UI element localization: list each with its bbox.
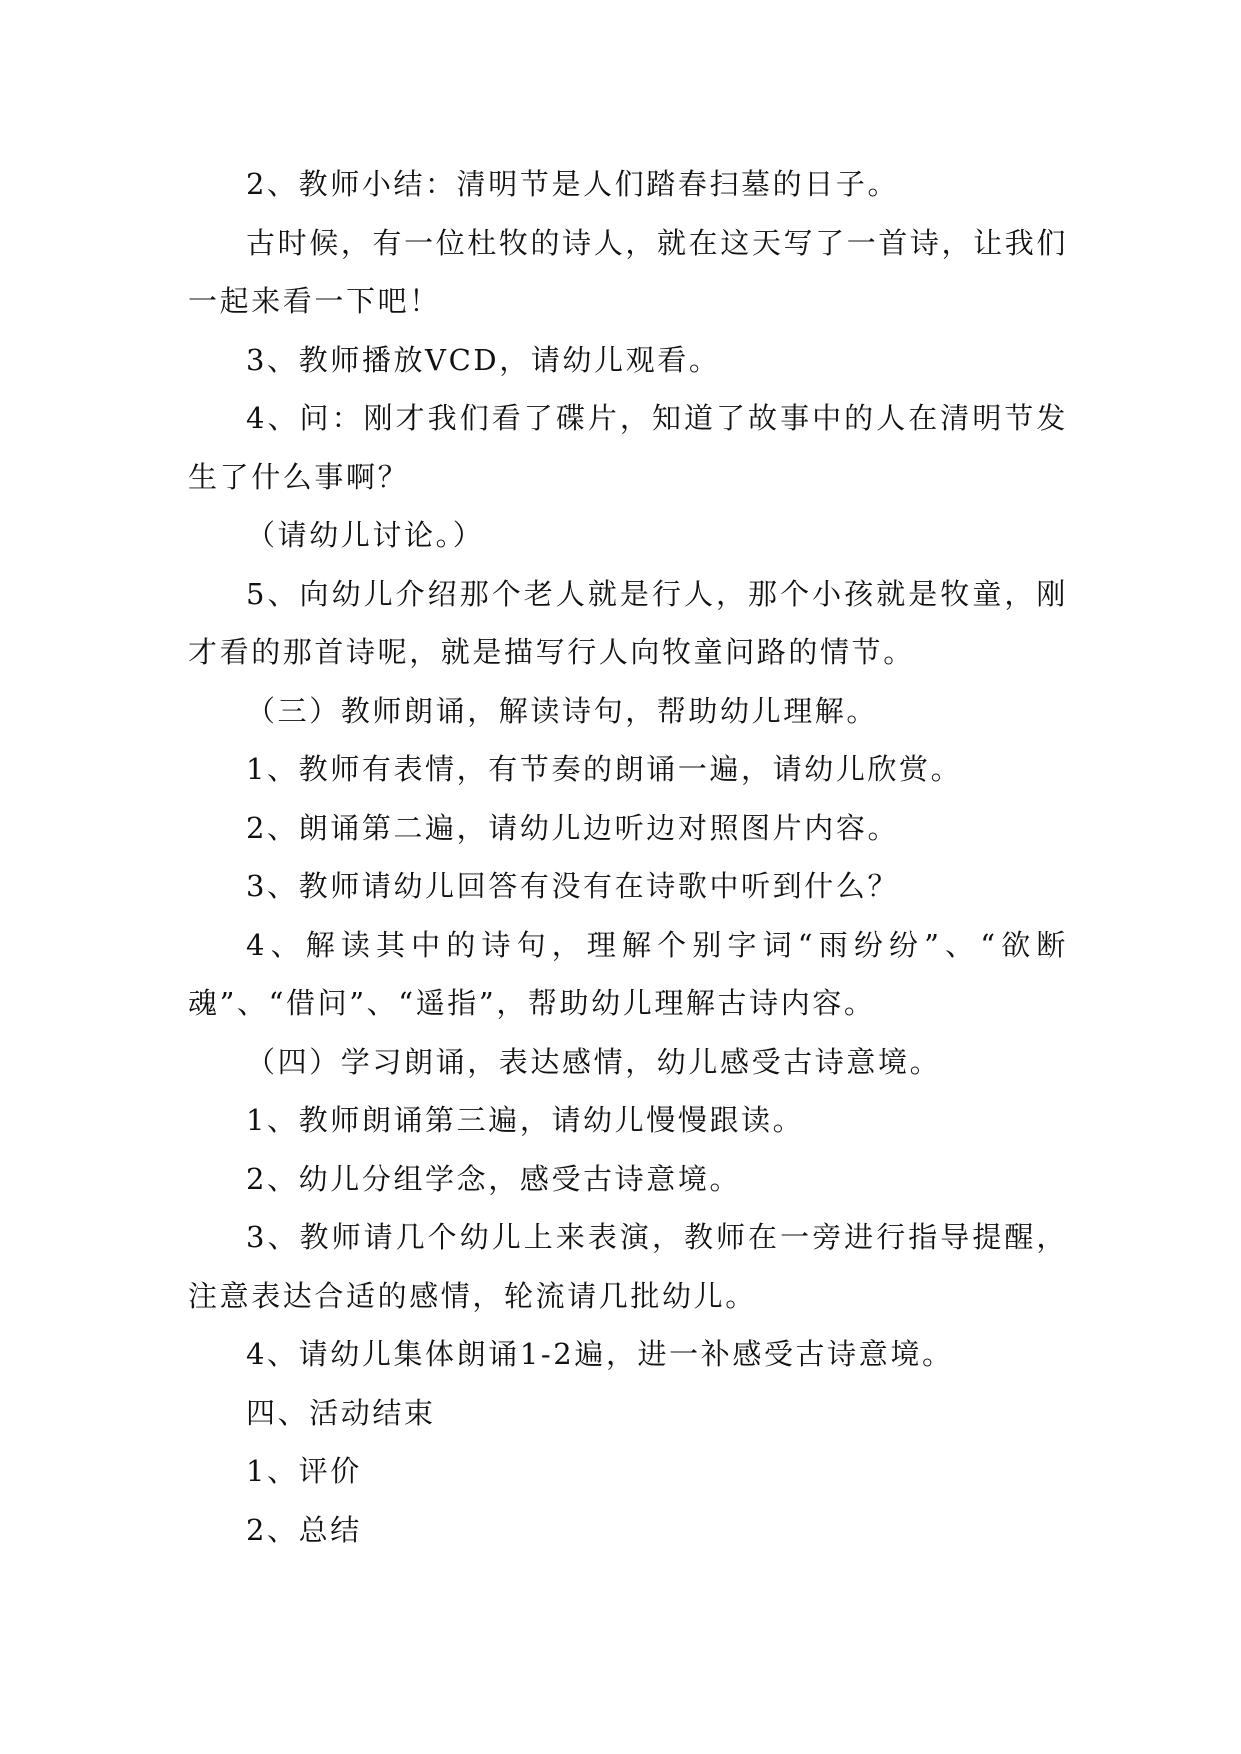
paragraph-play-vcd: 3、教师播放VCD，请幼儿观看。 [246,342,721,377]
paragraph-recite-once: 1、教师有表情，有节奏的朗诵一遍，请幼儿欣赏。 [246,752,963,786]
section-heading-end: 四、活动结束 [246,1395,436,1430]
paragraph-summary: 2、教师小结：清明节是人们踏春扫墓的日子。 [246,167,900,201]
paragraph-question: 4、问：刚才我们看了碟片，知道了故事中的人在清明节发生了什么事啊？ [188,401,1068,494]
section-heading-four: （四）学习朗诵，表达感情，幼儿感受古诗意境。 [246,1044,942,1079]
paragraph-group-study: 2、幼儿分组学念，感受古诗意境。 [246,1161,742,1196]
paragraph-recite-third: 1、教师朗诵第三遍，请幼儿慢慢跟读。 [246,1103,805,1137]
paragraph-interpret-verses: 4、解读其中的诗句，理解个别字词“雨纷纷”、“欲断魂”、“借问”、“遥指”，帮助幼儿理解古诗内容。 [188,927,1068,1020]
paragraph-discussion: （请幼儿讨论。） [246,518,485,552]
document-body [188,155,1068,1559]
paragraph-answer-question: 3、教师请幼儿回答有没有在诗歌中听到什么？ [246,869,900,903]
paragraph-evaluation: 1、评价 [246,1454,362,1488]
paragraph-recite-twice: 2、朗诵第二遍，请幼儿边听边对照图片内容。 [246,810,900,845]
paragraph-group-recite: 4、请幼儿集体朗诵1-2遍，进一补感受古诗意境。 [246,1337,954,1371]
paragraph-introduce-characters: 5、向幼儿介绍那个老人就是行人，那个小孩就是牧童，刚才看的那首诗呢，就是描写行人向牧童问路的情节。 [188,576,1068,669]
paragraph-story-intro: 古时候，有一位杜牧的诗人，就在这天写了一首诗，让我们一起来看一下吧！ [188,225,1068,318]
paragraph-performance: 3、教师请几个幼儿上来表演，教师在一旁进行指导提醒，注意表达合适的感情，轮流请几批幼儿。 [188,1220,1068,1313]
paragraph-conclusion: 2、总结 [246,1512,362,1547]
section-heading-three: （三）教师朗诵，解读诗句，帮助幼儿理解。 [246,693,879,728]
